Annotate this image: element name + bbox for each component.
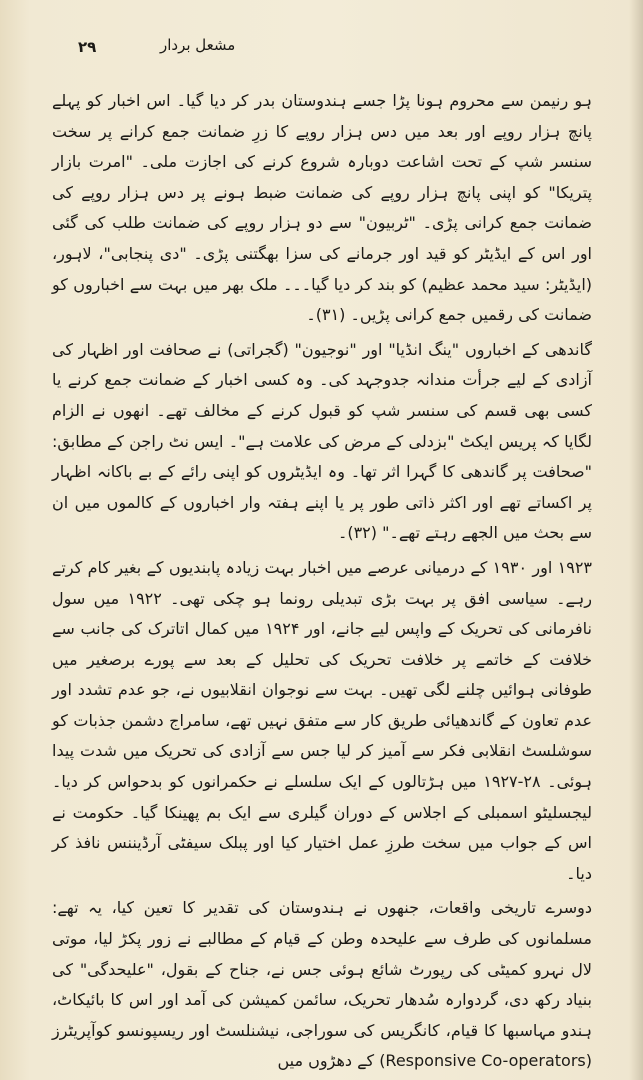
page-header: [0, 34, 643, 62]
paragraph-4: [52, 893, 592, 1077]
paragraph-3: ۱۹۲۳ اور ۱۹۳۰ کے درمیانی عرصے میں اخبار بہت زیادہ پابندیوں کے بغیر کام کرتے رہے۔ سیاسی افق پر بہت بڑی تبدیلی رونما ہو چکی تھی۔ ۱۹۲۲ میں سول نافرمانی کی تحریک کے واپس لیے جانے، اور ۱۹۲۴ میں کمال اتاترک کی جانب سے خلافت کے خاتمے پر خلافت تحریک کی تحلیل کے بعد سے پورے برصغیر میں طوفانی ہوائیں چلنے لگی تھیں۔ بہت سے نوجوان انقلابیوں نے، جو عدم تشدد اور عدم تعاون کے گاندھیائی طریق کار سے متفق نہیں تھے، سامراج دشمن جذبات کو سوشلسٹ انقلابی فکر سے آمیز کر لیا جس سے آزادی کی تحریک میں شدت پیدا ہوئی۔ ۲۸-۱۹۲۷ میں ہڑتالوں کے ایک سلسلے نے حکمرانوں کو بدحواس کر دیا۔ لیجسلیٹو اسمبلی کے اجلاس کے دوران گیلری سے ایک بم پھینکا گیا۔ حکومت نے اس کے جواب میں سخت طرزِ عمل اختیار کیا اور پبلک سیفٹی آرڈیننس نافذ کر دیا۔: [52, 557, 593, 883]
running-head: مشعل بردار: [160, 36, 236, 54]
paragraph-2: گاندھی کے اخباروں "ینگ انڈیا" اور "نوجیون" (گجراتی) نے صحافت اور اظہار کی آزادی کے لیے جرأت مندانہ جدوجہد کی۔ وہ کسی اخبار کے ضمانت جمع کرنے یا کسی بھی قسم کی سنسر شپ کو قبول کرنے کے مخالف تھے۔ انھوں نے الزام لگایا کہ پریس ایکٹ "بزدلی کے مرض کی علامت ہے"۔ ایس نٹ راجن کے مطابق: "صحافت پر گاندھی کا گہرا اثر تھا۔ وہ ایڈیٹروں کو اپنی رائے کے بے باکانہ اظہار پر اکساتے تھے اور اکثر ذاتی طور پر یا اپنے ہفتہ وار اخباروں کے کالموں میں ان سے بحث میں الجھے رہتے تھے۔" (۳۲)۔: [52, 339, 592, 543]
paragraph-1: ہو رنیمن سے محروم ہونا پڑا جسے ہندوستان بدر کر دیا گیا۔ اس اخبار کو پہلے پانچ ہزار روپے اور بعد میں دس ہزار روپے کا زرِ ضمانت جمع کرانے پر سخت سنسر شپ کے تحت اشاعت دوبارہ شروع کرنے کی اجازت ملی۔ "امرت بازار پتریکا" کو اپنی پانچ ہزار روپے کی ضمانت ضبط ہونے پر دس ہزار روپے کی ضمانت جمع کرانی پڑی۔ "ٹربیون" سے دو ہزار روپے کی ضمانت طلب کی گئی اور اس کے ایڈیٹر کو قید اور جرمانے کی سزا بھگتنی پڑی۔ "دی پنجابی"، لاہور، (ایڈیٹر: سید محمد عظیم) کو بند کر دیا گیا۔۔۔ ملک بھر میں بہت سے اخباروں کو ضمانت کی رقمیں جمع کرانی پڑیں۔ (۳۱)۔: [52, 91, 592, 325]
page-edge-shadow: [629, 0, 643, 1080]
english-term: (Responsive Co-operators): [379, 1051, 592, 1071]
paragraph-4-text: دوسرے تاریخی واقعات، جنھوں نے ہندوستان کی تقدیر کا تعین کیا، یہ تھے: مسلمانوں کی طرف سے علیحدہ وطن کے قیام کے مطالبے نے زور پکڑ لیا، موتی لال نہرو کمیٹی کی رپورٹ شائع ہوئی جس نے، جناح کے بقول، "علیحدگی" کی بنیاد رکھ دی، گردوارہ سُدھار تحریک، سائمن کمیشن کی آمد اور اس کا بائیکاٹ، ہندو مہاسبھا کا قیام، کانگریس کی سوراجی، نیشنلسٹ اور ریسپونسو کوآپریٹرز: [52, 898, 592, 1040]
paragraph-4-tail: کے دھڑوں میں: [277, 1051, 375, 1071]
body-text: [52, 86, 592, 1077]
page-number: ۲۹: [78, 38, 97, 56]
